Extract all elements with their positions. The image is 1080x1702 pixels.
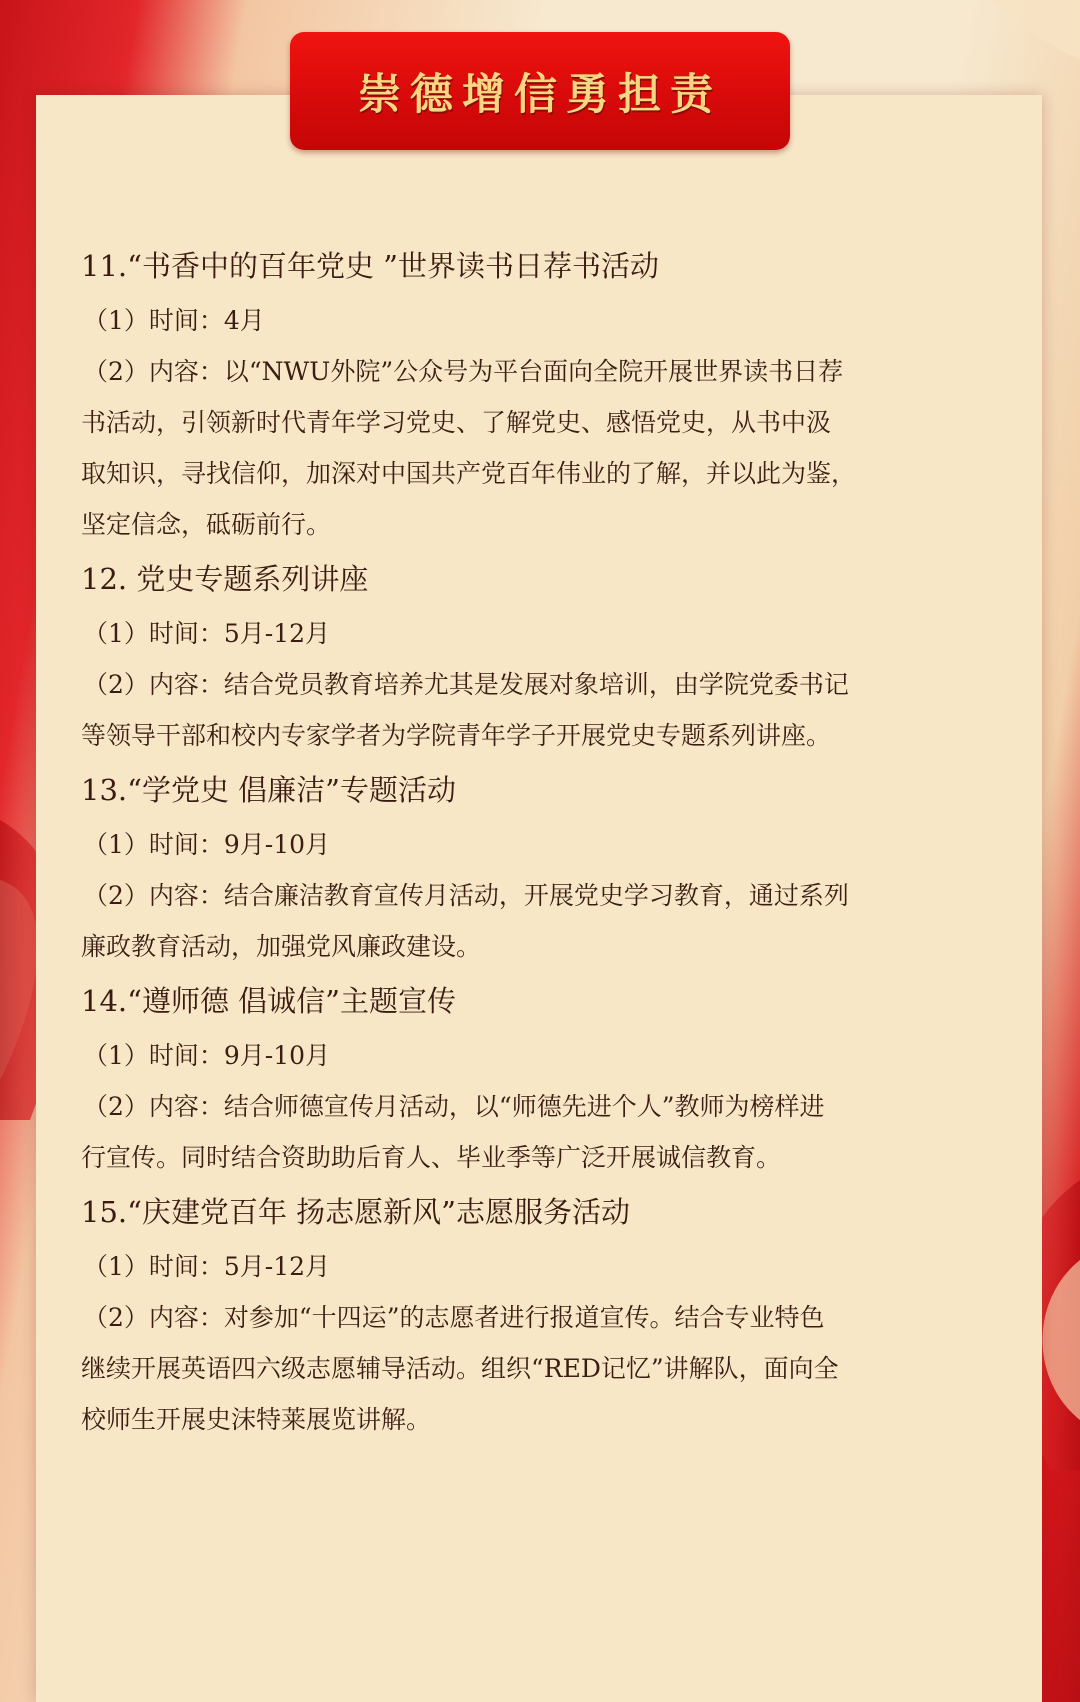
activity-item-11 [81,237,1001,550]
activity-time: （1）时间：5月-12月 [83,1252,331,1281]
activity-heading: 12. 党史专题系列讲座 [81,562,369,596]
activity-list [81,237,1001,1445]
activity-content-line: 取知识，寻找信仰，加深对中国共产党百年伟业的了解，并以此为鉴， [81,459,857,488]
activity-content-line: 坚定信念，砥砺前行。 [81,510,332,539]
activity-content-line: （2）内容：以“NWU外院”公众号为平台面向全院开展世界读书日荐 [83,357,844,386]
activity-item-14 [81,972,1001,1183]
title-banner [290,32,790,150]
activity-item-13 [81,761,1001,972]
activity-heading: 14.“遵师德 倡诚信”主题宣传 [81,984,456,1018]
activity-content-line: 继续开展英语四六级志愿辅导活动。组织“RED记忆”讲解队，面向全 [81,1354,839,1383]
activity-time: （1）时间：4月 [83,306,265,335]
activity-content-line: （2）内容：结合师德宣传月活动，以“师德先进个人”教师为榜样进 [83,1092,825,1121]
activity-heading: 13.“学党史 倡廉洁”专题活动 [81,773,456,807]
activity-item-15 [81,1183,1001,1445]
activity-content-line: （2）内容：对参加“十四运”的志愿者进行报道宣传。结合专业特色 [83,1303,825,1332]
activity-heading: 11.“书香中的百年党史 ”世界读书日荐书活动 [81,249,659,283]
activity-heading: 15.“庆建党百年 扬志愿新风”志愿服务活动 [81,1195,630,1229]
activity-time: （1）时间：5月-12月 [83,619,331,648]
activity-content-line: 书活动，引领新时代青年学习党史、了解党史、感悟党史，从书中汲 [81,408,832,437]
activity-time: （1）时间：9月-10月 [83,830,331,859]
banner-title: 崇德增信勇担责 [358,69,722,120]
activity-content-line: （2）内容：结合廉洁教育宣传月活动，开展党史学习教育，通过系列 [83,881,849,910]
activity-content-line: 校师生开展史沫特莱展览讲解。 [81,1405,432,1434]
activity-content-line: 廉政教育活动，加强党风廉政建设。 [81,932,482,961]
activity-content-line: 等领导干部和校内专家学者为学院青年学子开展党史专题系列讲座。 [81,721,832,750]
activity-time: （1）时间：9月-10月 [83,1041,331,1070]
activity-content-line: 行宣传。同时结合资助助后育人、毕业季等广泛开展诚信教育。 [81,1143,782,1172]
activity-item-12 [81,550,1001,761]
activity-content-line: （2）内容：结合党员教育培养尤其是发展对象培训，由学院党委书记 [83,670,849,699]
